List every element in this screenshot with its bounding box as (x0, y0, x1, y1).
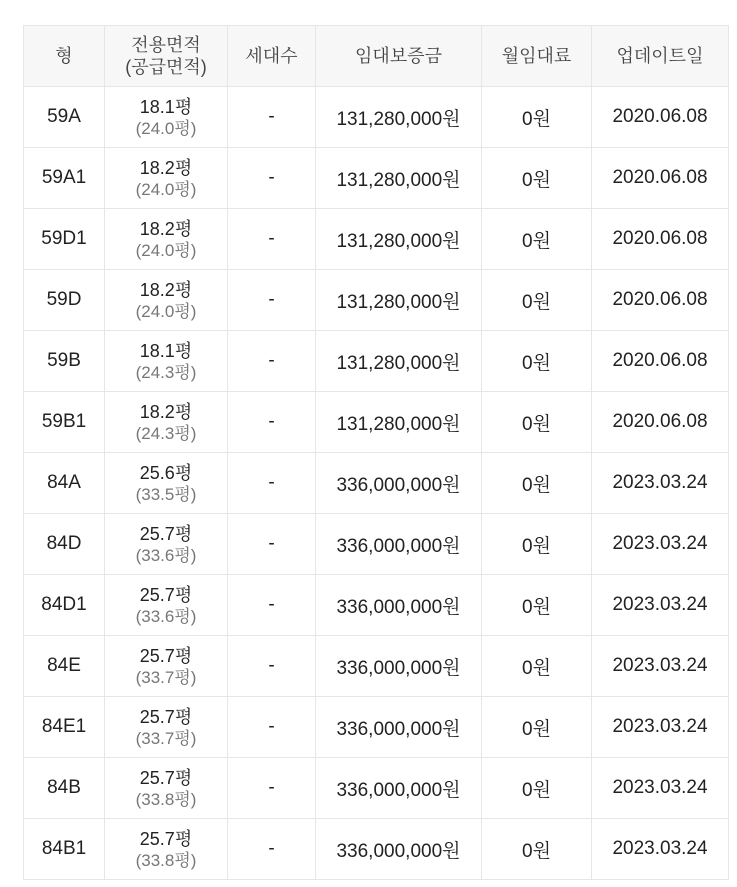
monthly-rent-value: 0원 (522, 169, 551, 191)
cell-updated (592, 514, 729, 575)
exclusive-area-value: 25.7평 (139, 645, 193, 666)
table-row (24, 331, 729, 392)
cell-type (24, 209, 105, 270)
type-value: 84E1 (41, 716, 87, 737)
table-body (24, 87, 729, 880)
header-row (24, 26, 729, 87)
type-value: 84D (46, 533, 82, 554)
deposit-value: 336,000,000원 (336, 779, 461, 801)
deposit-value: 131,280,000원 (336, 169, 461, 191)
cell-area (105, 697, 228, 758)
cell-households (228, 270, 316, 331)
cell-deposit (316, 514, 482, 575)
cell-monthly-rent (482, 636, 592, 697)
header-area (105, 26, 228, 87)
exclusive-area-value: 18.2평 (139, 401, 193, 422)
cell-deposit (316, 636, 482, 697)
cell-deposit (316, 575, 482, 636)
cell-households (228, 331, 316, 392)
cell-area (105, 392, 228, 453)
cell-area (105, 453, 228, 514)
monthly-rent-value: 0원 (522, 291, 551, 313)
supply-area-value: (24.3평) (135, 362, 197, 382)
supply-area-value: (24.0평) (135, 240, 197, 260)
cell-area (105, 575, 228, 636)
households-value: - (268, 533, 275, 554)
cell-households (228, 148, 316, 209)
supply-area-value: (33.6평) (135, 606, 197, 626)
exclusive-area-value: 18.2평 (139, 157, 193, 178)
cell-deposit (316, 209, 482, 270)
cell-monthly-rent (482, 209, 592, 270)
table-row (24, 636, 729, 697)
exclusive-area-value: 18.2평 (139, 218, 193, 239)
cell-monthly-rent (482, 331, 592, 392)
cell-type (24, 514, 105, 575)
deposit-value: 336,000,000원 (336, 596, 461, 618)
deposit-value: 336,000,000원 (336, 474, 461, 496)
cell-monthly-rent (482, 270, 592, 331)
exclusive-area-value: 25.6평 (139, 462, 193, 483)
cell-households (228, 819, 316, 880)
cell-area (105, 87, 228, 148)
cell-type (24, 392, 105, 453)
cell-deposit (316, 270, 482, 331)
type-value: 84A (47, 472, 81, 493)
monthly-rent-value: 0원 (522, 108, 551, 130)
updated-date-value: 2020.06.08 (612, 228, 708, 249)
supply-area-value: (33.6평) (135, 545, 197, 565)
type-value: 59B1 (41, 411, 87, 432)
cell-area (105, 636, 228, 697)
cell-type (24, 758, 105, 819)
cell-deposit (316, 697, 482, 758)
cell-monthly-rent (482, 514, 592, 575)
cell-monthly-rent (482, 453, 592, 514)
deposit-value: 336,000,000원 (336, 535, 461, 557)
households-value: - (268, 716, 275, 737)
updated-date-value: 2020.06.08 (612, 411, 708, 432)
cell-households (228, 453, 316, 514)
households-value: - (268, 106, 275, 127)
cell-updated (592, 575, 729, 636)
table-row (24, 453, 729, 514)
cell-households (228, 575, 316, 636)
deposit-value: 131,280,000원 (336, 291, 461, 313)
cell-type (24, 148, 105, 209)
header-monthly-rent: 월임대료 (482, 26, 592, 87)
cell-area (105, 819, 228, 880)
header-type: 형 (24, 26, 105, 87)
type-value: 59A (47, 106, 81, 127)
updated-date-value: 2023.03.24 (612, 777, 708, 798)
cell-deposit (316, 87, 482, 148)
cell-area (105, 758, 228, 819)
exclusive-area-value: 18.2평 (139, 279, 193, 300)
updated-date-value: 2023.03.24 (612, 533, 708, 554)
cell-households (228, 392, 316, 453)
monthly-rent-value: 0원 (522, 657, 551, 679)
cell-type (24, 87, 105, 148)
type-value: 84E (47, 655, 81, 676)
cell-area (105, 209, 228, 270)
households-value: - (268, 411, 275, 432)
deposit-value: 131,280,000원 (336, 352, 461, 374)
cell-households (228, 758, 316, 819)
cell-monthly-rent (482, 758, 592, 819)
cell-deposit (316, 819, 482, 880)
type-value: 84B (47, 777, 81, 798)
exclusive-area-value: 18.1평 (139, 340, 193, 361)
updated-date-value: 2023.03.24 (612, 594, 708, 615)
households-value: - (268, 594, 275, 615)
cell-deposit (316, 331, 482, 392)
rental-table (23, 25, 729, 880)
header-area-supply: (공급면적) (125, 57, 207, 77)
exclusive-area-value: 25.7평 (139, 828, 193, 849)
cell-area (105, 270, 228, 331)
table-row (24, 209, 729, 270)
table-row (24, 514, 729, 575)
type-value: 59A1 (41, 167, 87, 188)
exclusive-area-value: 18.1평 (139, 96, 193, 117)
households-value: - (268, 289, 275, 310)
header-updated: 업데이트일 (592, 26, 729, 87)
cell-monthly-rent (482, 87, 592, 148)
deposit-value: 336,000,000원 (336, 840, 461, 862)
supply-area-value: (33.7평) (135, 728, 197, 748)
monthly-rent-value: 0원 (522, 596, 551, 618)
supply-area-value: (24.0평) (135, 118, 197, 138)
supply-area-value: (33.8평) (135, 850, 197, 870)
households-value: - (268, 350, 275, 371)
cell-updated (592, 697, 729, 758)
type-value: 84D1 (41, 594, 87, 615)
deposit-value: 131,280,000원 (336, 108, 461, 130)
deposit-value: 131,280,000원 (336, 230, 461, 252)
table-row (24, 87, 729, 148)
deposit-value: 131,280,000원 (336, 413, 461, 435)
updated-date-value: 2023.03.24 (612, 716, 708, 737)
cell-area (105, 148, 228, 209)
monthly-rent-value: 0원 (522, 718, 551, 740)
cell-households (228, 514, 316, 575)
monthly-rent-value: 0원 (522, 413, 551, 435)
cell-type (24, 819, 105, 880)
cell-monthly-rent (482, 392, 592, 453)
updated-date-value: 2020.06.08 (612, 167, 708, 188)
cell-updated (592, 636, 729, 697)
households-value: - (268, 655, 275, 676)
exclusive-area-value: 25.7평 (139, 767, 193, 788)
cell-updated (592, 758, 729, 819)
monthly-rent-value: 0원 (522, 352, 551, 374)
cell-households (228, 87, 316, 148)
type-value: 59D1 (41, 228, 87, 249)
cell-deposit (316, 758, 482, 819)
updated-date-value: 2023.03.24 (612, 838, 708, 859)
header-households: 세대수 (228, 26, 316, 87)
monthly-rent-value: 0원 (522, 474, 551, 496)
table-row (24, 392, 729, 453)
households-value: - (268, 472, 275, 493)
table-row (24, 148, 729, 209)
cell-monthly-rent (482, 148, 592, 209)
exclusive-area-value: 25.7평 (139, 523, 193, 544)
households-value: - (268, 777, 275, 798)
updated-date-value: 2023.03.24 (612, 472, 708, 493)
updated-date-value: 2023.03.24 (612, 655, 708, 676)
cell-deposit (316, 453, 482, 514)
monthly-rent-value: 0원 (522, 779, 551, 801)
supply-area-value: (24.3평) (135, 423, 197, 443)
table-row (24, 575, 729, 636)
cell-area (105, 514, 228, 575)
cell-updated (592, 392, 729, 453)
cell-updated (592, 453, 729, 514)
monthly-rent-value: 0원 (522, 230, 551, 252)
cell-updated (592, 87, 729, 148)
cell-deposit (316, 392, 482, 453)
updated-date-value: 2020.06.08 (612, 350, 708, 371)
supply-area-value: (33.5평) (135, 484, 197, 504)
cell-households (228, 209, 316, 270)
cell-deposit (316, 148, 482, 209)
cell-type (24, 453, 105, 514)
supply-area-value: (24.0평) (135, 301, 197, 321)
households-value: - (268, 167, 275, 188)
table-row (24, 270, 729, 331)
updated-date-value: 2020.06.08 (612, 289, 708, 310)
table-header (24, 26, 729, 87)
cell-type (24, 636, 105, 697)
table-row (24, 697, 729, 758)
cell-type (24, 575, 105, 636)
cell-type (24, 331, 105, 392)
deposit-value: 336,000,000원 (336, 657, 461, 679)
type-value: 59B (47, 350, 81, 371)
households-value: - (268, 838, 275, 859)
monthly-rent-value: 0원 (522, 535, 551, 557)
cell-type (24, 270, 105, 331)
table-row (24, 819, 729, 880)
cell-monthly-rent (482, 819, 592, 880)
updated-date-value: 2020.06.08 (612, 106, 708, 127)
supply-area-value: (33.7평) (135, 667, 197, 687)
exclusive-area-value: 25.7평 (139, 706, 193, 727)
cell-households (228, 697, 316, 758)
supply-area-value: (33.8평) (135, 789, 197, 809)
cell-updated (592, 209, 729, 270)
households-value: - (268, 228, 275, 249)
exclusive-area-value: 25.7평 (139, 584, 193, 605)
deposit-value: 336,000,000원 (336, 718, 461, 740)
cell-updated (592, 819, 729, 880)
monthly-rent-value: 0원 (522, 840, 551, 862)
table-row (24, 758, 729, 819)
cell-type (24, 697, 105, 758)
cell-updated (592, 331, 729, 392)
cell-area (105, 331, 228, 392)
rental-table-container (23, 25, 728, 880)
cell-monthly-rent (482, 575, 592, 636)
cell-monthly-rent (482, 697, 592, 758)
cell-households (228, 636, 316, 697)
header-area-exclusive: 전용면적 (131, 35, 201, 55)
cell-updated (592, 148, 729, 209)
header-deposit: 임대보증금 (316, 26, 482, 87)
cell-updated (592, 270, 729, 331)
supply-area-value: (24.0평) (135, 179, 197, 199)
type-value: 84B1 (41, 838, 87, 859)
type-value: 59D (46, 289, 82, 310)
